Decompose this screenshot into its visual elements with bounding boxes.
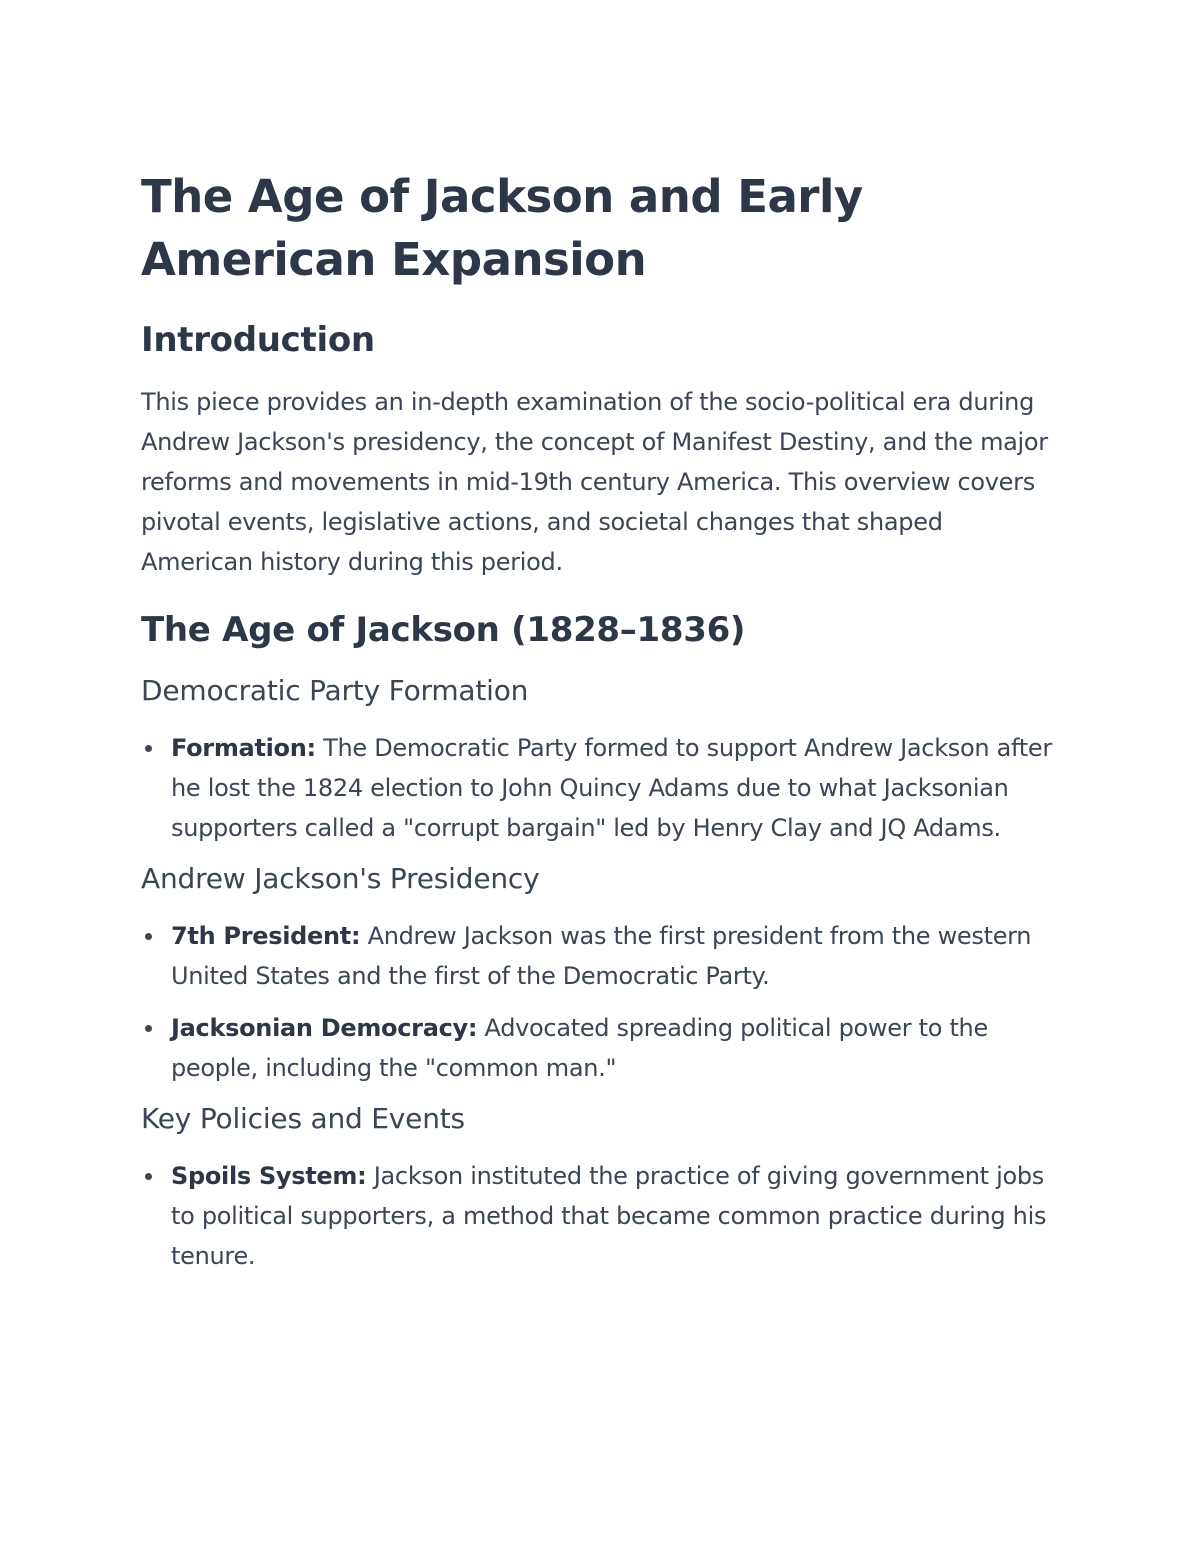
bullet-icon [145,1173,152,1180]
democratic-party-formation-heading: Democratic Party Formation [141,674,529,707]
bullet-icon [145,745,152,752]
list-item-text: Advocated spreading political power to the people, including the "common man." [171,1014,988,1082]
list-item-text: Andrew Jackson was the first president from the western United States and the first of the Democratic Party. [171,922,1032,990]
list-item-text: Jackson instituted the practice of giving government jobs to political supporters, a method that became common practice during his tenure. [171,1162,1047,1270]
list-item [141,1008,1061,1088]
presidency-heading: Andrew Jackson's Presidency [141,862,540,895]
age-of-jackson-heading: The Age of Jackson (1828–1836) [141,610,746,650]
list-item [141,1156,1061,1276]
introduction-paragraph: This piece provides an in-depth examination of the socio-political era during Andrew Jackson's presidency, the concept of Manifest Destiny, and the major reforms and movements in mid-19th century America. This overview covers pivotal events, legislative actions, and societal changes that shaped American history during this period. [141,388,1048,576]
list-item [141,916,1061,996]
list-item-term: Jacksonian Democracy: [171,1014,478,1042]
bullet-icon [145,933,152,940]
list-item-text: The Democratic Party formed to support Andrew Jackson after he lost the 1824 election to John Quincy Adams due to what Jacksonian supporters called a "corrupt bargain" led by Henry Clay and JQ Adams. [171,734,1052,842]
key-policies-list [141,1156,1061,1276]
list-item-term: 7th President: [171,922,361,950]
democratic-party-formation-list [141,728,1061,848]
document-page [141,165,1061,1288]
presidency-list [141,916,1061,1088]
list-item-term: Formation: [171,734,316,762]
introduction-heading: Introduction [141,320,375,360]
bullet-icon [145,1025,152,1032]
list-item [141,728,1061,848]
list-item-term: Spoils System: [171,1162,367,1190]
page-title: The Age of Jackson and Early American Expansion [141,170,863,286]
key-policies-heading: Key Policies and Events [141,1102,465,1135]
